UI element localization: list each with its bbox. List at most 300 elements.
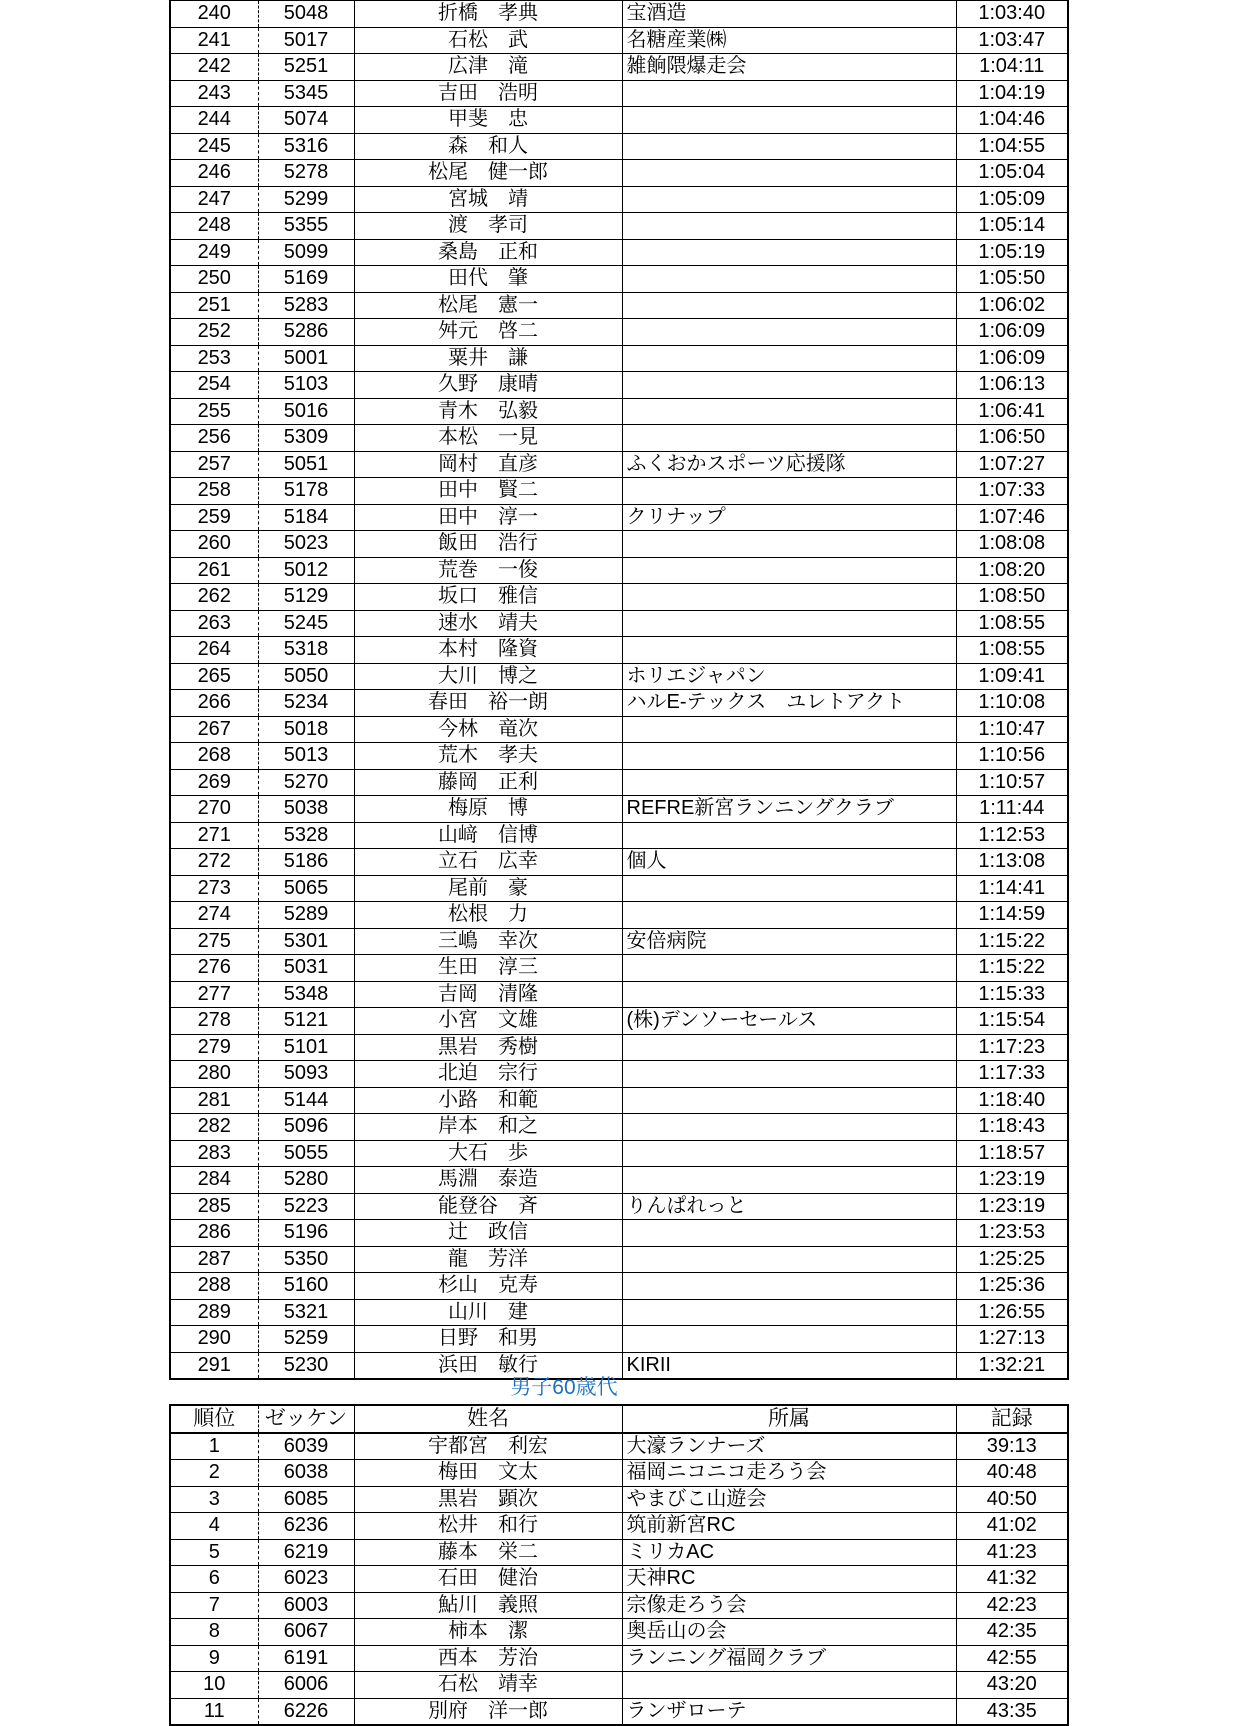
bib-cell: 5065 [258,875,354,902]
bib-cell: 6023 [258,1566,354,1593]
name-cell: 杉山 克寿 [354,1273,622,1300]
team-cell: (株)デンソーセールス [622,1008,956,1035]
table-row [170,1672,1068,1699]
time-cell: 1:25:36 [956,1273,1068,1300]
bib-cell: 5101 [258,1034,354,1061]
bib-cell: 5074 [258,107,354,134]
bib-cell: 5016 [258,398,354,425]
table-row [170,451,1068,478]
name-cell: 飯田 浩行 [354,531,622,558]
name-cell: 北迫 宗行 [354,1061,622,1088]
rank-cell: 241 [170,27,258,54]
team-cell: ランザローテ [622,1698,956,1725]
name-cell: 山﨑 信博 [354,822,622,849]
table-row [170,1539,1068,1566]
team-cell [622,1167,956,1194]
bib-cell: 5259 [258,1326,354,1353]
rank-cell: 3 [170,1486,258,1513]
rank-cell: 273 [170,875,258,902]
team-cell [622,345,956,372]
table-row [170,160,1068,187]
bib-cell: 5099 [258,239,354,266]
team-cell [622,425,956,452]
rank-cell: 251 [170,292,258,319]
name-cell: 桑島 正和 [354,239,622,266]
rank-cell: 284 [170,1167,258,1194]
results-table-body [170,1,1068,1380]
name-cell: 田中 淳一 [354,504,622,531]
header-rank: 順位 [170,1405,258,1433]
team-cell [622,1299,956,1326]
table-row [170,1034,1068,1061]
table-row [170,1087,1068,1114]
rank-cell: 258 [170,478,258,505]
rank-cell: 269 [170,769,258,796]
time-cell: 39:13 [986,1434,1037,1457]
rank-cell: 8 [170,1619,258,1646]
rank-cell: 282 [170,1114,258,1141]
table-row [170,557,1068,584]
bib-cell: 5309 [258,425,354,452]
time-cell: 1:26:55 [956,1299,1068,1326]
bib-cell: 5038 [258,796,354,823]
time-cell: 1:23:19 [956,1193,1068,1220]
team-cell [622,1273,956,1300]
table-row [170,107,1068,134]
name-cell: 藤岡 正利 [354,769,622,796]
team-cell: 雑餉隈爆走会 [622,54,956,81]
rank-cell: 252 [170,319,258,346]
team-cell: 名糖産業㈱ [622,27,956,54]
name-cell: 渡 孝司 [354,213,622,240]
bib-cell: 5278 [258,160,354,187]
name-cell: 本村 隆資 [354,637,622,664]
time-cell: 1:07:46 [956,504,1068,531]
table-row [170,955,1068,982]
table-row [170,425,1068,452]
name-cell: 柿本 潔 [354,1619,622,1646]
name-cell: 松尾 憲一 [354,292,622,319]
bib-cell: 5301 [258,928,354,955]
time-cell: 1:04:55 [956,133,1068,160]
bib-cell: 5234 [258,690,354,717]
bib-cell: 5055 [258,1140,354,1167]
time-cell: 1:10:08 [956,690,1068,717]
name-cell: 田代 肇 [354,266,622,293]
name-cell: 岸本 和之 [354,1114,622,1141]
team-cell [622,1140,956,1167]
rank-cell: 286 [170,1220,258,1247]
table-row [170,743,1068,770]
bib-cell: 5321 [258,1299,354,1326]
team-cell [622,160,956,187]
rank-cell: 288 [170,1273,258,1300]
time-cell: 1:18:57 [956,1140,1068,1167]
team-cell [622,875,956,902]
rank-cell: 261 [170,557,258,584]
rank-cell: 256 [170,425,258,452]
time-cell: 1:06:50 [956,425,1068,452]
table-row [170,186,1068,213]
bib-cell: 6003 [258,1592,354,1619]
bib-cell: 6067 [258,1619,354,1646]
table-row [170,266,1068,293]
header-bib: ゼッケン [258,1405,354,1433]
time-cell: 42:23 [956,1592,1068,1619]
name-cell: 藤本 栄二 [354,1539,622,1566]
bib-cell: 5103 [258,372,354,399]
time-cell: 1:14:41 [956,875,1068,902]
bib-cell: 5345 [258,80,354,107]
time-cell: 1:15:54 [956,1008,1068,1035]
name-cell: 梅田 文太 [354,1460,622,1487]
table-row [170,1167,1068,1194]
name-cell: 日野 和男 [354,1326,622,1353]
time-cell: 1:15:22 [956,928,1068,955]
time-cell: 1:18:40 [956,1087,1068,1114]
bib-cell: 5318 [258,637,354,664]
team-cell [622,1246,956,1273]
table-row [170,1592,1068,1619]
team-cell [622,398,956,425]
time-cell: 1:03:47 [956,27,1068,54]
table-row [170,213,1068,240]
header-name: 姓名 [354,1405,622,1433]
team-cell [622,1087,956,1114]
bib-cell: 6085 [258,1486,354,1513]
team-cell [622,133,956,160]
time-cell: 1:05:04 [956,160,1068,187]
table-row [170,1246,1068,1273]
bib-cell: 5270 [258,769,354,796]
table-row [170,1061,1068,1088]
time-cell: 1:04:19 [956,80,1068,107]
rank-cell: 279 [170,1034,258,1061]
name-cell: 西本 芳治 [354,1645,622,1672]
team-cell [622,769,956,796]
team-cell: 安倍病院 [622,928,956,955]
team-cell [622,186,956,213]
time-cell: 1:05:50 [956,266,1068,293]
rank-cell: 289 [170,1299,258,1326]
bib-cell: 6191 [258,1645,354,1672]
bib-cell: 5299 [258,186,354,213]
time-cell: 1:08:55 [956,637,1068,664]
team-cell: REFRE新宮ランニングクラブ [622,796,956,823]
table-row [170,1008,1068,1035]
team-cell [622,557,956,584]
rank-cell: 4 [170,1513,258,1540]
name-cell: 石田 健治 [354,1566,622,1593]
results-table-men-60s [169,1404,1069,1726]
team-cell: 奥岳山の会 [622,1619,956,1646]
rank-cell: 246 [170,160,258,187]
name-cell: 今林 竜次 [354,716,622,743]
bib-cell: 6039 [258,1433,354,1460]
name-cell: 能登谷 斉 [354,1193,622,1220]
team-cell [622,1326,956,1353]
time-cell: 1:08:08 [956,531,1068,558]
rank-cell: 277 [170,981,258,1008]
name-cell: 春田 裕一朗 [354,690,622,717]
table-row [170,531,1068,558]
bib-cell: 5286 [258,319,354,346]
team-cell: 福岡ニコニコ走ろう会 [622,1460,956,1487]
table-row [170,610,1068,637]
name-cell: 石松 武 [354,27,622,54]
table-row [170,239,1068,266]
team-cell: ミリカAC [622,1539,956,1566]
name-cell: 石松 靖幸 [354,1672,622,1699]
time-cell: 40:48 [956,1460,1068,1487]
table-row [170,928,1068,955]
name-cell: 生田 淳三 [354,955,622,982]
bib-cell: 5031 [258,955,354,982]
bib-cell: 6038 [258,1460,354,1487]
time-cell: 1:06:41 [956,398,1068,425]
bib-cell: 6226 [258,1698,354,1725]
name-cell: 梅原 博 [354,796,622,823]
time-cell: 1:04:11 [956,54,1068,81]
rank-cell: 266 [170,690,258,717]
time-cell: 1:03:40 [956,1,1068,28]
header-time: 記録 [956,1405,1068,1433]
team-cell [622,372,956,399]
name-cell: 三嶋 幸次 [354,928,622,955]
name-cell: 坂口 雅信 [354,584,622,611]
time-cell: 1:06:02 [956,292,1068,319]
bib-cell: 5018 [258,716,354,743]
name-cell: 宇都宮 利宏 [354,1433,622,1460]
rank-cell: 262 [170,584,258,611]
team-cell [622,716,956,743]
time-cell: 1:11:44 [956,796,1068,823]
bib-cell: 5186 [258,849,354,876]
table-row [170,584,1068,611]
team-cell [622,637,956,664]
rank-cell: 242 [170,54,258,81]
time-cell: 1:25:25 [956,1246,1068,1273]
bib-cell: 5129 [258,584,354,611]
name-cell: 松井 和行 [354,1513,622,1540]
time-cell: 1:06:13 [956,372,1068,399]
rank-cell: 245 [170,133,258,160]
team-cell [622,1672,956,1699]
results-table-body [170,1433,1068,1726]
team-cell: 大濠ランナーズ [622,1433,956,1460]
team-cell: 天神RC [622,1566,956,1593]
table-row [170,345,1068,372]
results-table-continued [169,0,1069,1380]
rank-cell: 11 [170,1698,258,1725]
rank-cell: 254 [170,372,258,399]
team-cell: ランニング福岡クラブ [622,1645,956,1672]
table-row [170,1220,1068,1247]
time-cell: 41:02 [956,1513,1068,1540]
team-cell: 筑前新宮RC [622,1513,956,1540]
name-cell: 岡村 直彦 [354,451,622,478]
time-cell: 1:10:56 [956,743,1068,770]
bib-cell: 5048 [258,1,354,28]
name-cell: 荒木 孝夫 [354,743,622,770]
table-row [170,1566,1068,1593]
time-cell: 1:06:09 [956,345,1068,372]
name-cell: 松根 力 [354,902,622,929]
bib-cell: 5178 [258,478,354,505]
time-cell: 1:17:23 [956,1034,1068,1061]
time-cell: 42:35 [956,1619,1068,1646]
time-cell: 1:10:47 [956,716,1068,743]
table-row [170,1299,1068,1326]
name-cell: 浜田 敏行 [354,1352,622,1379]
rank-cell: 290 [170,1326,258,1353]
name-cell: 大石 歩 [354,1140,622,1167]
table-row [170,80,1068,107]
team-cell [622,213,956,240]
time-cell: 1:07:27 [956,451,1068,478]
bib-cell: 5223 [258,1193,354,1220]
table-row [170,54,1068,81]
team-cell: ハルE-テックス ユレトアクト [622,690,956,717]
team-cell [622,478,956,505]
rank-cell: 257 [170,451,258,478]
table-row [170,1326,1068,1353]
table-row [170,981,1068,1008]
team-cell [622,902,956,929]
team-cell [622,292,956,319]
table-row [170,1193,1068,1220]
rank-cell: 7 [170,1592,258,1619]
time-cell: 1:13:08 [956,849,1068,876]
time-cell: 1:32:21 [956,1352,1068,1379]
time-cell: 1:08:55 [956,610,1068,637]
time-cell: 1:05:09 [956,186,1068,213]
rank-cell: 278 [170,1008,258,1035]
name-cell: 黒岩 顕次 [354,1486,622,1513]
table-row [170,1486,1068,1513]
rank-cell: 249 [170,239,258,266]
table-row [170,504,1068,531]
name-cell: 広津 滝 [354,54,622,81]
rank-cell: 267 [170,716,258,743]
table-row [170,875,1068,902]
name-cell: 小宮 文雄 [354,1008,622,1035]
table-row [170,1513,1068,1540]
name-cell: 別府 洋一郎 [354,1698,622,1725]
rank-cell: 259 [170,504,258,531]
time-cell: 43:20 [956,1672,1068,1699]
name-cell: 龍 芳洋 [354,1246,622,1273]
rank-cell: 275 [170,928,258,955]
team-cell: ホリエジャパン [622,663,956,690]
name-cell: 荒巻 一俊 [354,557,622,584]
rank-cell: 270 [170,796,258,823]
rank-cell: 268 [170,743,258,770]
name-cell: 吉田 浩明 [354,80,622,107]
name-cell: 馬淵 泰造 [354,1167,622,1194]
bib-cell: 5093 [258,1061,354,1088]
table-row [170,1114,1068,1141]
table-row [170,398,1068,425]
time-cell: 1:08:50 [956,584,1068,611]
table-row [170,663,1068,690]
team-cell [622,80,956,107]
team-cell [622,239,956,266]
name-cell: 舛元 啓二 [354,319,622,346]
name-cell: 尾前 豪 [354,875,622,902]
table-row [170,372,1068,399]
table-row [170,1140,1068,1167]
table-row [170,902,1068,929]
team-cell: クリナップ [622,504,956,531]
bib-cell: 5316 [258,133,354,160]
name-cell: 松尾 健一郎 [354,160,622,187]
time-cell: 1:15:33 [956,981,1068,1008]
bib-cell: 5013 [258,743,354,770]
bib-cell: 5001 [258,345,354,372]
name-cell: 宮城 靖 [354,186,622,213]
bib-cell: 5169 [258,266,354,293]
team-cell [622,266,956,293]
rank-cell: 250 [170,266,258,293]
team-cell [622,610,956,637]
table-header [170,1405,1068,1433]
team-cell: やまびこ山遊会 [622,1486,956,1513]
rank-cell: 5 [170,1539,258,1566]
name-cell: 甲斐 忠 [354,107,622,134]
table-row [170,769,1068,796]
team-cell: KIRII [622,1352,956,1379]
team-cell [622,531,956,558]
time-cell: 40:50 [956,1486,1068,1513]
team-cell [622,1061,956,1088]
rank-cell: 272 [170,849,258,876]
team-cell: 個人 [622,849,956,876]
bib-cell: 5121 [258,1008,354,1035]
rank-cell: 291 [170,1352,258,1379]
rank-cell: 271 [170,822,258,849]
team-cell: 宝酒造 [622,1,956,28]
rank-cell: 274 [170,902,258,929]
table-row [170,1273,1068,1300]
time-cell: 42:55 [956,1645,1068,1672]
name-cell: 山川 建 [354,1299,622,1326]
rank-cell: 283 [170,1140,258,1167]
name-cell: 粟井 謙 [354,345,622,372]
team-cell [622,822,956,849]
bib-cell: 5350 [258,1246,354,1273]
table-row [170,716,1068,743]
time-cell: 1:09:41 [956,663,1068,690]
bib-cell: 5184 [258,504,354,531]
name-cell: 森 和人 [354,133,622,160]
bib-cell: 5328 [258,822,354,849]
bib-cell: 6219 [258,1539,354,1566]
time-cell: 41:32 [956,1566,1068,1593]
time-cell: 1:08:20 [956,557,1068,584]
bib-cell: 5050 [258,663,354,690]
bib-cell: 5355 [258,213,354,240]
bib-cell: 5348 [258,981,354,1008]
bib-cell: 6236 [258,1513,354,1540]
table-row [170,478,1068,505]
table-row [170,27,1068,54]
team-cell: ふくおかスポーツ応援隊 [622,451,956,478]
rank-cell: 1 [170,1433,258,1460]
rank-cell: 2 [170,1460,258,1487]
rank-cell: 247 [170,186,258,213]
table-row [170,133,1068,160]
